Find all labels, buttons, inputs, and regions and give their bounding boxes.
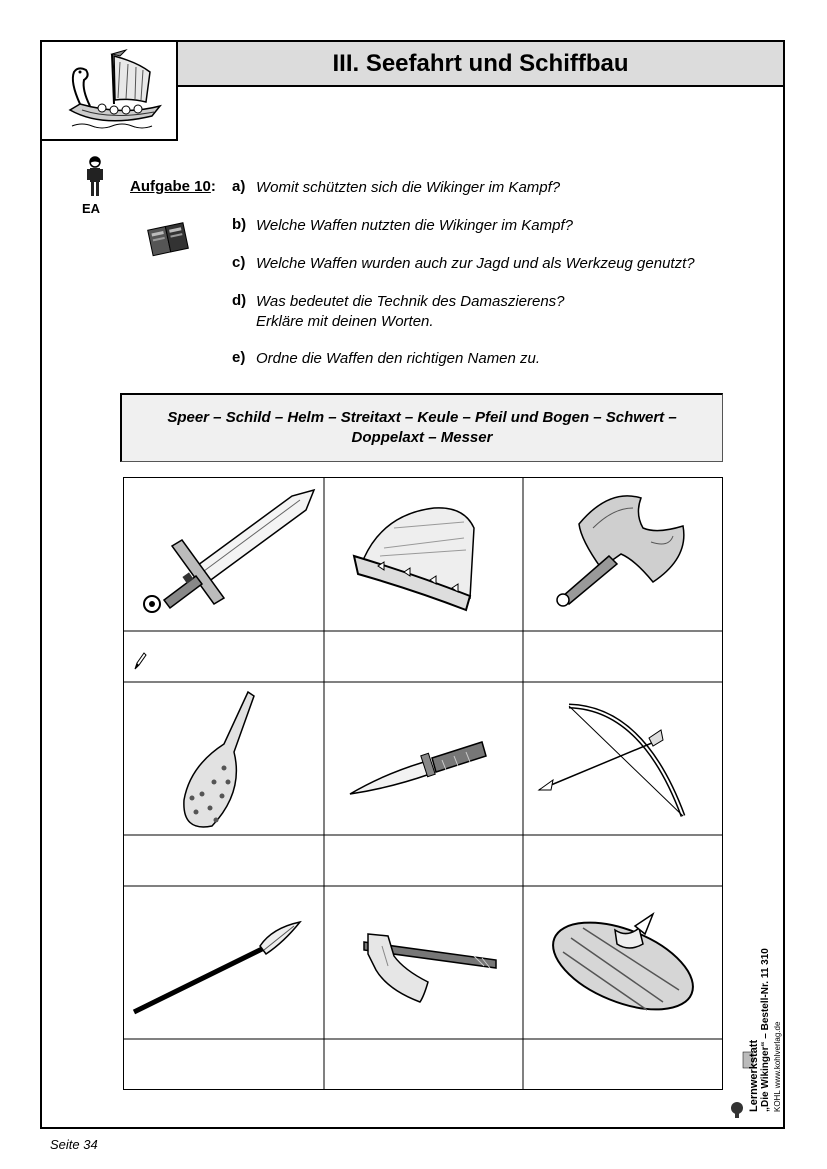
pencil-icon xyxy=(133,651,147,671)
question-label: b) xyxy=(232,216,247,233)
question-c xyxy=(232,254,695,274)
sword-icon xyxy=(124,478,324,631)
spear-icon xyxy=(124,886,324,1039)
books-icon xyxy=(146,220,192,258)
image-cell-1 xyxy=(124,478,324,631)
question-text xyxy=(256,292,565,332)
word-list-box xyxy=(120,393,723,462)
bow-and-arrow-icon xyxy=(523,682,722,835)
image-cell-6 xyxy=(523,682,722,835)
question-label: d) xyxy=(232,292,247,309)
page-number: Seite 34 xyxy=(50,1137,98,1152)
publisher-url xyxy=(772,852,784,1112)
question-text: Ordne die Waffen den richtigen Namen zu. xyxy=(256,350,541,367)
question-text: Welche Waffen nutzten die Wikinger im Kampf? xyxy=(256,217,573,234)
question-text-line2: Erkläre mit deinen Worten. xyxy=(256,313,434,330)
weapons-grid xyxy=(123,477,723,1090)
person-icon xyxy=(84,155,106,199)
question-text: Welche Waffen wurden auch zur Jagd und als Werkzeug genutzt? xyxy=(256,255,695,272)
knife-icon xyxy=(324,682,523,835)
page-title: III. Seefahrt und Schiffbau xyxy=(176,40,785,87)
image-cell-4 xyxy=(124,682,324,835)
order-info-line1: Lernwerkstatt xyxy=(748,1039,760,1112)
order-info xyxy=(748,852,788,1112)
publisher-website: www.kohlverlag.de xyxy=(773,1021,782,1089)
image-cell-9 xyxy=(523,886,722,1039)
image-cell-7 xyxy=(124,886,324,1039)
image-cell-3 xyxy=(523,478,722,631)
question-text: Womit schützten sich die Wikinger im Kampf? xyxy=(256,179,561,196)
battle-axe-icon xyxy=(324,886,523,1039)
image-cell-2 xyxy=(324,478,523,631)
question-text-line1: Was bedeutet die Technik des Damaszierens? xyxy=(256,293,565,310)
image-cell-5 xyxy=(324,682,523,835)
question-label: c) xyxy=(232,254,246,271)
publisher-name: KOHL xyxy=(773,1090,782,1112)
image-cell-8 xyxy=(324,886,523,1039)
viking-ship-icon xyxy=(42,42,176,139)
question-label: e) xyxy=(232,349,246,366)
task-colon: : xyxy=(210,178,216,195)
helmet-icon xyxy=(324,478,523,631)
question-e xyxy=(232,349,540,369)
question-d xyxy=(232,292,565,332)
double-axe-icon xyxy=(523,478,722,631)
task-title xyxy=(130,178,216,195)
shield-icon xyxy=(523,886,722,1039)
logo-box xyxy=(40,40,178,141)
word-list-line1: Speer – Schild – Helm – Streitaxt – Keule – Pfeil und Bogen – Schwert – xyxy=(167,409,677,426)
club-icon xyxy=(124,682,324,835)
word-list-line2: Doppelaxt – Messer xyxy=(351,429,493,446)
question-label: a) xyxy=(232,178,246,195)
task-number: Aufgabe 10 xyxy=(130,178,211,195)
ea-label: EA xyxy=(82,201,101,216)
order-info-line2: „Die Wikinger“ – Bestell-Nr. 11 310 xyxy=(760,948,771,1112)
question-b xyxy=(232,216,573,236)
question-a xyxy=(232,178,560,198)
